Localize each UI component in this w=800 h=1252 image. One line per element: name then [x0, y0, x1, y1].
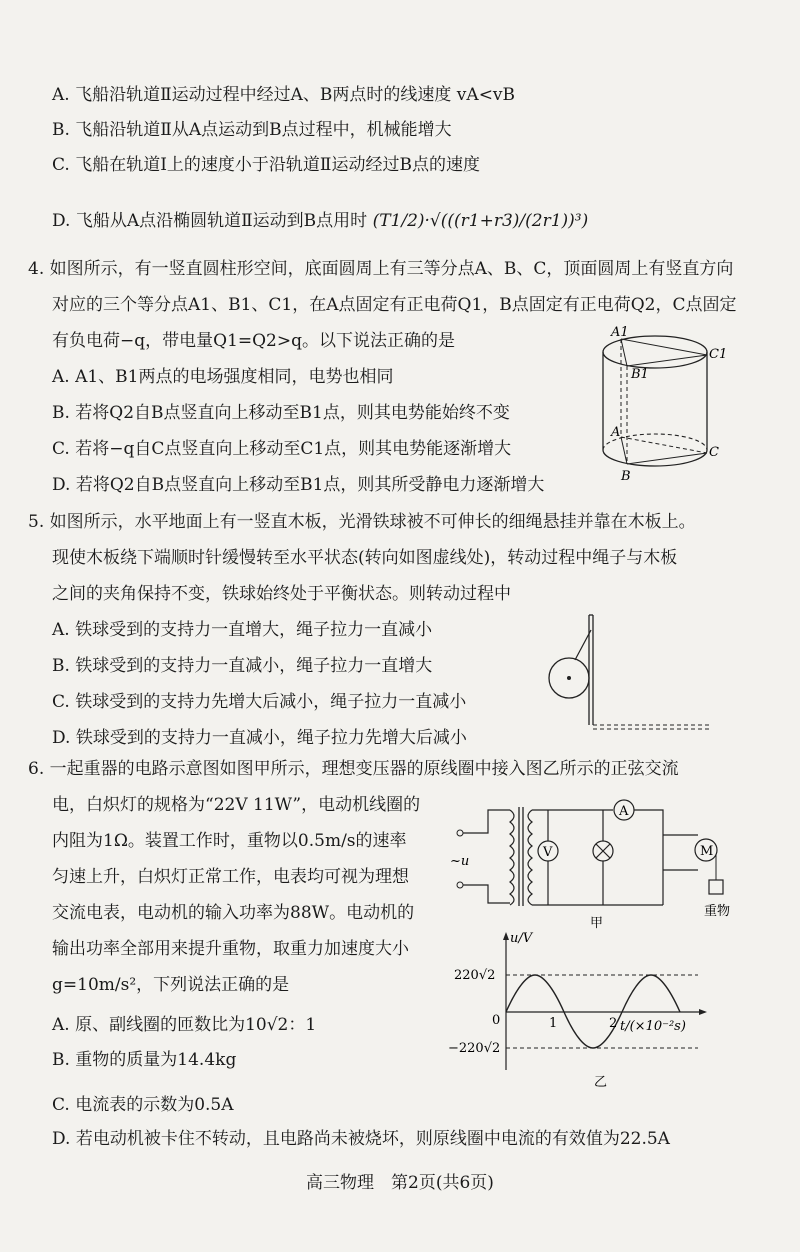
q6-option-c: C. 电流表的示数为0.5A — [52, 1095, 234, 1115]
q3-option-d-formula: (T1/2)·√(((r1+r3)/(2r1))³) — [372, 211, 589, 231]
q6-option-d: D. 若电动机被卡住不转动，且电路尚未被烧坏，则原线圈中电流的有效值为22.5A — [52, 1129, 670, 1149]
q3-option-b: B. 飞船沿轨道Ⅱ从A点运动到B点过程中，机械能增大 — [52, 120, 452, 140]
x-tick-1: 1 — [549, 1016, 558, 1031]
weight-label: 重物 — [704, 904, 731, 919]
q4-stem-1: 4. 如图所示，有一竖直圆柱形空间，底面圆周上有三等分点A、B、C，顶面圆周上有竖直方向 — [28, 259, 734, 279]
motor-label: M — [700, 844, 714, 859]
q5-stem-2: 现使木板绕下端顺时针缓慢转至水平状态(转向如图虚线处)，转动过程中绳子与木板 — [52, 548, 678, 568]
q5-option-c: C. 铁球受到的支持力先增大后减小，绳子拉力一直减小 — [52, 692, 467, 712]
q5-board-figure — [545, 610, 715, 735]
q4-option-a: A. A1、B1两点的电场强度相同，电势也相同 — [52, 367, 394, 387]
q3-option-c: C. 飞船在轨道Ⅰ上的速度小于沿轨道Ⅱ运动经过B点的速度 — [52, 155, 480, 175]
label-c1: C1 — [709, 347, 728, 362]
label-a1: A1 — [611, 325, 629, 340]
q5-stem-3: 之间的夹角保持不变，铁球始终处于平衡状态。则转动过程中 — [52, 584, 511, 604]
q5-option-d: D. 铁球受到的支持力一直减小，绳子拉力先增大后减小 — [52, 728, 467, 748]
ammeter-label: A — [619, 804, 629, 819]
q4-stem-3: 有负电荷−q，带电量Q1=Q2>q。以下说法正确的是 — [52, 331, 456, 351]
q3-option-a: A. 飞船沿轨道Ⅱ运动过程中经过A、B两点时的线速度 vA<vB — [52, 85, 516, 105]
q6-sine-graph — [448, 930, 748, 1090]
label-c: C — [709, 445, 719, 460]
y-min-label: −220√2 — [448, 1041, 501, 1056]
label-a: A — [611, 425, 621, 440]
q6-stem-1: 6. 一起重器的电路示意图如图甲所示，理想变压器的原线圈中接入图乙所示的正弦交流 — [28, 759, 679, 779]
origin-label: 0 — [492, 1013, 501, 1028]
q5-option-a: A. 铁球受到的支持力一直增大，绳子拉力一直减小 — [52, 620, 433, 640]
q3-option-d-text: D. 飞船从A点沿椭圆轨道Ⅱ运动到B点用时 — [52, 211, 368, 231]
label-b1: B1 — [631, 367, 649, 382]
q5-stem-1: 5. 如图所示，水平地面上有一竖直木板，光滑铁球被不可伸长的细绳悬挂并靠在木板上。 — [28, 512, 696, 532]
q4-option-c: C. 若将−q自C点竖直向上移动至C1点，则其电势能逐渐增大 — [52, 439, 512, 459]
q4-option-b: B. 若将Q2自B点竖直向上移动至B1点，则其电势能始终不变 — [52, 403, 510, 423]
figure-jia-caption: 甲 — [590, 916, 604, 931]
voltmeter-label: V — [543, 845, 553, 860]
q6-stem-7: g=10m/s²，下列说法正确的是 — [52, 975, 290, 995]
q6-circuit-figure — [448, 785, 748, 930]
q6-stem-6: 输出功率全部用来提升重物，取重力加速度大小 — [52, 939, 409, 959]
q5-option-b: B. 铁球受到的支持力一直减小，绳子拉力一直增大 — [52, 656, 433, 676]
q6-stem-4: 匀速上升，白炽灯正常工作，电表均可视为理想 — [52, 867, 409, 887]
q6-option-a: A. 原、副线圈的匝数比为10√2：1 — [52, 1015, 317, 1035]
q6-option-b: B. 重物的质量为14.4kg — [52, 1050, 237, 1070]
x-axis-label: t/(×10⁻²s) — [620, 1019, 686, 1034]
page-footer: 高三物理 第2页(共6页) — [306, 1173, 494, 1193]
q6-stem-5: 交流电表，电动机的输入功率为88W。电动机的 — [52, 903, 415, 923]
q4-stem-2: 对应的三个等分点A1、B1、C1，在A点固定有正电荷Q1，B点固定有正电荷Q2，C点固定 — [52, 295, 737, 315]
q4-option-d: D. 若将Q2自B点竖直向上移动至B1点，则其所受静电力逐渐增大 — [52, 475, 545, 495]
q6-stem-2: 电，白炽灯的规格为“22V 11W”，电动机线圈的 — [52, 795, 421, 815]
q3-option-d — [52, 210, 588, 232]
source-label: ~u — [450, 854, 470, 869]
q6-stem-3: 内阻为1Ω。装置工作时，重物以0.5m/s的速率 — [52, 831, 407, 851]
label-b: B — [621, 469, 631, 484]
q4-cylinder-figure — [595, 322, 728, 487]
x-tick-2: 2 — [609, 1016, 618, 1031]
y-axis-label: u/V — [510, 931, 533, 946]
y-max-label: 220√2 — [454, 968, 496, 983]
figure-yi-caption: 乙 — [594, 1075, 608, 1090]
